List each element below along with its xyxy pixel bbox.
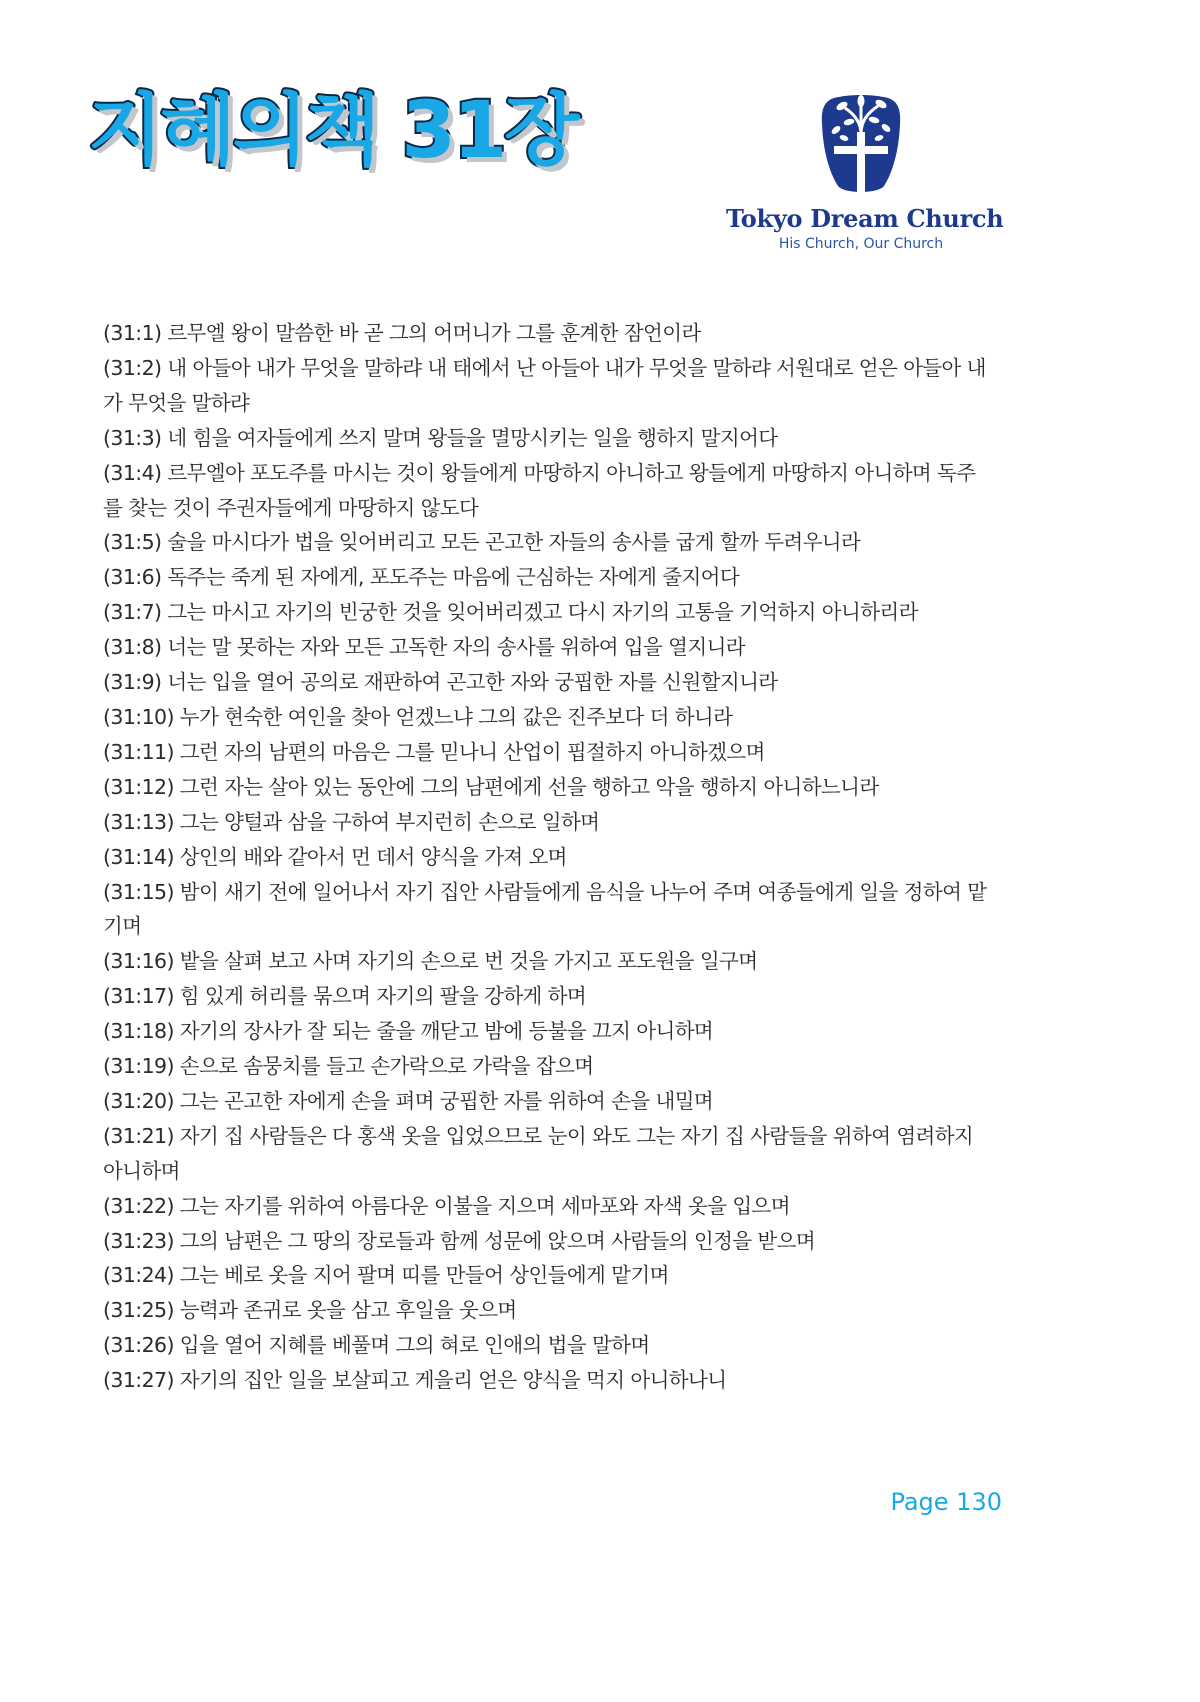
verse-list [103, 316, 993, 1398]
verse-31-16: (31:16) 밭을 살펴 보고 사며 자기의 손으로 번 것을 가지고 포도원을 일구며 [103, 949, 758, 974]
verse-31-1: (31:1) 르무엘 왕이 말씀한 바 곧 그의 어머니가 그를 훈계한 잠언이라 [103, 321, 701, 345]
verse-31-22: (31:22) 그는 자기를 위하여 아름다운 이불을 지으며 세마포와 자색 옷을 입으며 [103, 1193, 790, 1218]
verse-31-5: (31:5) 술을 마시다가 법을 잊어버리고 모든 곤고한 자들의 송사를 굽게 할까 두려우니라 [103, 530, 861, 555]
page-number: Page 130 [890, 1488, 1002, 1516]
verse-31-18: (31:18) 자기의 장사가 잘 되는 줄을 깨닫고 밤에 등불을 끄지 아니하며 [103, 1019, 714, 1044]
verse-31-8: (31:8) 너는 말 못하는 자와 모든 고독한 자의 송사를 위하여 입을 열지니라 [103, 635, 745, 660]
verse-31-23: (31:23) 그의 남편은 그 땅의 장로들과 함께 성문에 앉으며 사람들의 인정을 받으며 [103, 1228, 816, 1253]
logo-tagline: His Church, Our Church [778, 236, 944, 252]
verse-31-6: (31:6) 독주는 죽게 된 자에게, 포도주는 마음에 근심하는 자에게 줄지어다 [103, 565, 740, 590]
verse-31-15: (31:15) 밤이 새기 전에 일어나서 자기 집안 사람들에게 음식을 나누어 주며 여종들에게 일을 정하여 맡기며 [103, 879, 987, 939]
verse-31-11: (31:11) 그런 자의 남편의 마음은 그를 믿나니 산업이 핍절하지 아니하겠으며 [103, 739, 765, 764]
verse-31-4: (31:4) 르무엘아 포도주를 마시는 것이 왕들에게 마땅하지 아니하고 왕들에게 마땅하지 아니하며 독주를 찾는 것이 주권자들에게 마땅하지 않도다 [103, 460, 976, 520]
verse-31-12: (31:12) 그런 자는 살아 있는 동안에 그의 남편에게 선을 행하고 악을 행하지 아니하느니라 [103, 774, 879, 799]
verse-31-7: (31:7) 그는 마시고 자기의 빈궁한 것을 잊어버리겠고 다시 자기의 고통을 기억하지 아니하리라 [103, 600, 918, 625]
page-title: 지혜의책 31장 [88, 86, 577, 176]
verse-31-2: (31:2) 내 아들아 내가 무엇을 말하랴 내 태에서 난 아들아 내가 무엇을 말하랴 서원대로 얻은 아들아 내가 무엇을 말하랴 [103, 355, 986, 415]
verse-31-27: (31:27) 자기의 집안 일을 보살피고 게을리 얻은 양식을 먹지 아니하나니 [103, 1368, 727, 1393]
verse-31-19: (31:19) 손으로 솜뭉치를 들고 손가락으로 가락을 잡으며 [103, 1054, 594, 1079]
verse-31-14: (31:14) 상인의 배와 같아서 먼 데서 양식을 가져 오며 [103, 844, 567, 869]
verse-31-21: (31:21) 자기 집 사람들은 다 홍색 옷을 입었으므로 눈이 와도 그는 자기 집 사람들을 위하여 염려하지 아니하며 [103, 1123, 974, 1183]
verse-31-25: (31:25) 능력과 존귀로 옷을 삼고 후일을 웃으며 [103, 1298, 517, 1323]
verse-31-10: (31:10) 누가 현숙한 여인을 찾아 얻겠느냐 그의 값은 진주보다 더 하니라 [103, 704, 733, 729]
verse-31-13: (31:13) 그는 양털과 삼을 구하여 부지런히 손으로 일하며 [103, 809, 600, 834]
verse-31-9: (31:9) 너는 입을 열어 공의로 재판하여 곤고한 자와 궁핍한 자를 신원할지니라 [103, 670, 778, 695]
church-logo [726, 92, 1004, 252]
verse-31-20: (31:20) 그는 곤고한 자에게 손을 펴며 궁핍한 자를 위하여 손을 내밀며 [103, 1088, 714, 1113]
tree-cross-emblem-icon [820, 92, 902, 196]
verse-31-24: (31:24) 그는 베로 옷을 지어 팔며 띠를 만들어 상인들에게 맡기며 [103, 1263, 669, 1288]
verse-31-17: (31:17) 힘 있게 허리를 묶으며 자기의 팔을 강하게 하며 [103, 984, 587, 1009]
verse-31-26: (31:26) 입을 열어 지혜를 베풀며 그의 혀로 인애의 법을 말하며 [103, 1333, 650, 1358]
verse-31-3: (31:3) 네 힘을 여자들에게 쓰지 말며 왕들을 멸망시키는 일을 행하지 말지어다 [103, 425, 778, 450]
logo-church-name: Tokyo Dream Church [726, 204, 1004, 233]
